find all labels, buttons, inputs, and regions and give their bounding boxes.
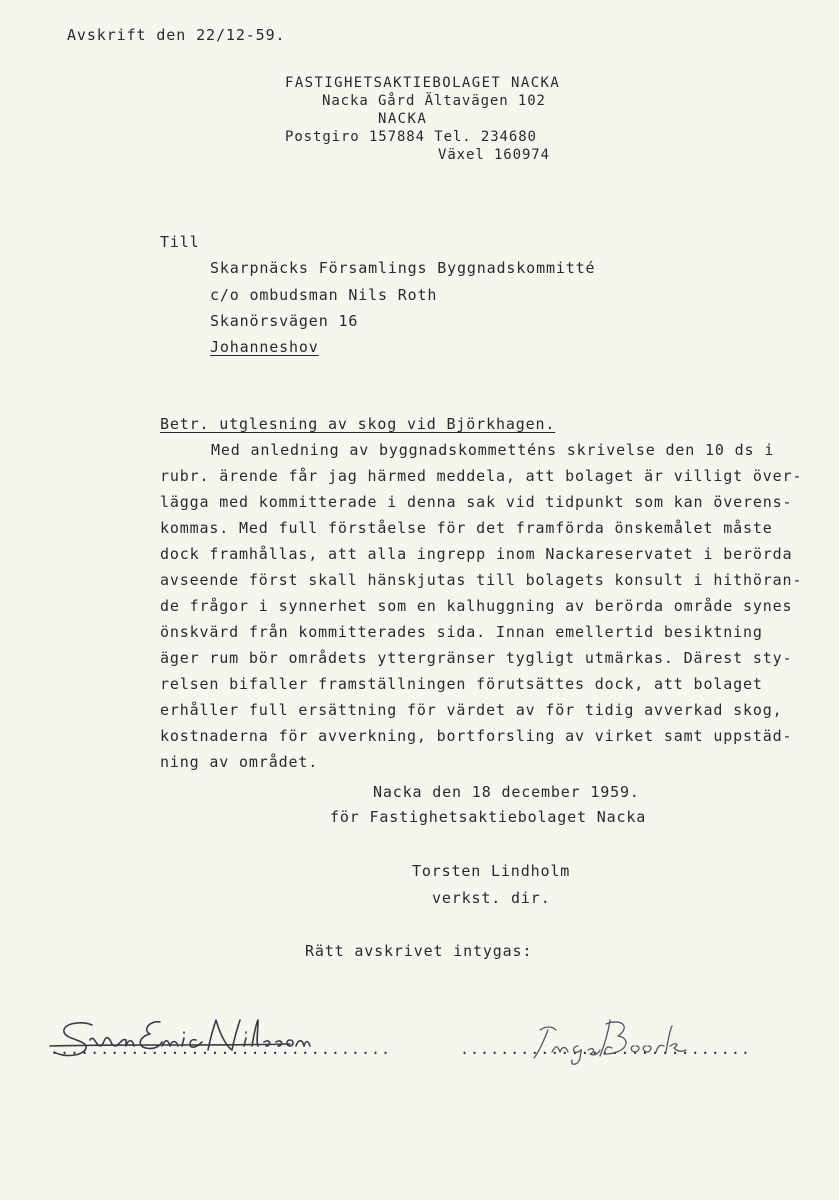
body-line: avseende först skall hänskjutas till bolagets konsult i hithöran- — [160, 571, 803, 589]
signature-line-right: ............................. — [460, 1040, 751, 1058]
company-city: NACKA — [378, 111, 428, 127]
company-address: Nacka Gård Ältavägen 102 — [322, 93, 546, 109]
letter-subject: Betr. utglesning av skog vid Björkhagen. — [160, 415, 556, 433]
body-line: relsen bifaller framställningen förutsättes dock, att bolaget — [160, 675, 763, 693]
body-line: de frågor i synnerhet som en kalhuggning av berörda område synes — [160, 597, 793, 615]
body-line: rubr. ärende får jag härmed meddela, att bolaget är villigt över- — [160, 467, 803, 485]
body-line: ning av området. — [160, 753, 319, 771]
closing-on-behalf: för Fastighetsaktiebolaget Nacka — [330, 808, 647, 826]
recipient-line-4: Johanneshov — [210, 338, 319, 356]
body-line: lägga med kommitterade i denna sak vid tidpunkt som kan överens- — [160, 493, 793, 511]
closing-place-date: Nacka den 18 december 1959. — [373, 783, 640, 801]
company-exchange-line: Växel 160974 — [438, 147, 550, 163]
recipient-line-1: Skarpnäcks Församlings Byggnadskommitté — [210, 259, 596, 277]
body-line: önskvärd från kommitterades sida. Innan emellertid besiktning — [160, 623, 763, 641]
body-line: erhåller full ersättning för värdet av för tidig avverkad skog, — [160, 701, 783, 719]
body-line: äger rum bör områdets yttergränser tygligt utmärkas. Därest sty- — [160, 649, 793, 667]
recipient-line-3: Skanörsvägen 16 — [210, 312, 359, 330]
recipient-to-label: Till — [160, 233, 200, 251]
body-line: dock framhållas, att alla ingrepp inom Nackareservatet i berörda — [160, 545, 793, 563]
company-name: FASTIGHETSAKTIEBOLAGET NACKA — [285, 75, 561, 91]
signature-line-left: .................................. — [50, 1040, 392, 1058]
copy-note: Avskrift den 22/12-59. — [67, 26, 286, 44]
company-phone-line: Postgiro 157884 Tel. 234680 — [285, 129, 537, 145]
closing-signatory: Torsten Lindholm — [412, 862, 571, 880]
closing-title: verkst. dir. — [432, 889, 551, 907]
body-line: kostnaderna för avverkning, bortforsling av virket samt uppstäd- — [160, 727, 793, 745]
recipient-line-2: c/o ombudsman Nils Roth — [210, 286, 438, 304]
closing-certified: Rätt avskrivet intygas: — [305, 942, 533, 960]
body-line: kommas. Med full förståelse för det framförda önskemålet måste — [160, 519, 773, 537]
body-line: Med anledning av byggnadskommetténs skrivelse den 10 ds i — [211, 441, 775, 459]
